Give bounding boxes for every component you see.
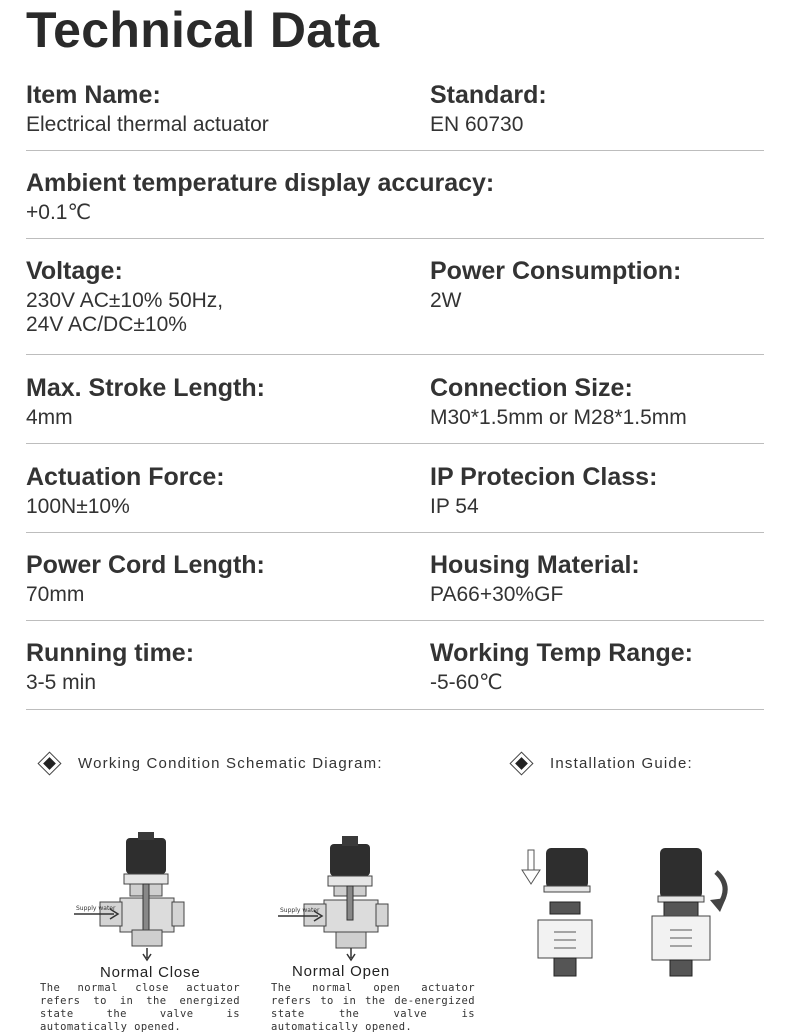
spec-row-item-name (26, 80, 764, 151)
spec-label: Connection Size: (430, 374, 633, 402)
spec-housing-material (430, 550, 640, 607)
spec-value: PA66+30%GF (430, 583, 564, 606)
spec-standard (430, 80, 547, 137)
spec-row-running (26, 638, 764, 710)
spec-value: IP 54 (430, 495, 479, 518)
supply-water-label: Supply water (76, 905, 116, 912)
normal-close-diagram (70, 830, 200, 965)
spec-value: EN 60730 (430, 113, 524, 136)
spec-label: Voltage: (26, 257, 123, 285)
spec-label: Ambient temperature display accuracy: (26, 169, 495, 197)
normal-close-description: The normal close actuator refers to in the energized state the valve is automatically opened. (40, 982, 240, 1033)
spec-label: Item Name: (26, 81, 161, 109)
installation-section-title: Installation Guide: (550, 754, 693, 772)
spec-label: Working Temp Range: (430, 639, 693, 667)
spec-label: Max. Stroke Length: (26, 374, 265, 402)
spec-label: Housing Material: (430, 551, 640, 579)
spec-actuation-force (26, 462, 225, 519)
spec-voltage (26, 256, 223, 337)
spec-value: +0.1℃ (26, 201, 92, 224)
spec-value: Electrical thermal actuator (26, 113, 269, 136)
spec-value: 230V AC±10% 50Hz, 24V AC/DC±10% (26, 289, 224, 336)
spec-value: 4mm (26, 406, 73, 429)
normal-open-diagram (272, 830, 402, 965)
spec-value: 100N±10% (26, 495, 130, 518)
spec-value: 2W (430, 289, 462, 312)
spec-label: IP Protecion Class: (430, 463, 658, 491)
spec-max-stroke-length (26, 373, 265, 430)
spec-row-voltage (26, 256, 764, 355)
normal-close-title: Normal Close (100, 964, 201, 981)
schematic-section-title: Working Condition Schematic Diagram: (78, 754, 383, 772)
spec-ip-protection-class (430, 462, 657, 519)
spec-power-consumption (430, 256, 681, 313)
page-title: Technical Data (26, 2, 380, 58)
spec-label: Running time: (26, 639, 195, 667)
spec-value: M30*1.5mm or M28*1.5mm (430, 406, 687, 429)
normal-open-description: The normal open actuator refers to in the de-energized state the valve is automatically opened. (271, 982, 475, 1033)
spec-value: -5-60℃ (430, 671, 503, 694)
spec-working-temp-range (430, 638, 693, 695)
spec-item-name (26, 80, 269, 137)
normal-open-title: Normal Open (292, 963, 391, 980)
spec-ambient-temperature-accuracy (26, 168, 494, 225)
spec-label: Standard: (430, 81, 547, 109)
spec-label: Actuation Force: (26, 463, 225, 491)
spec-value: 3-5 min (26, 671, 97, 694)
installation-step-2-diagram (640, 842, 740, 982)
spec-row-force (26, 462, 764, 533)
spec-label: Power Consumption: (430, 257, 682, 285)
installation-section-header (510, 748, 693, 778)
diamond-bullet-icon (38, 752, 60, 774)
rotate-arrow-icon (710, 872, 726, 912)
spec-label: Power Cord Length: (26, 551, 265, 579)
spec-row-cord (26, 550, 764, 621)
spec-connection-size (430, 373, 687, 430)
installation-step-1-diagram (516, 842, 616, 982)
spec-running-time (26, 638, 194, 695)
spec-row-stroke (26, 373, 764, 444)
spec-row-ambient-temp (26, 168, 764, 239)
diamond-bullet-icon (510, 752, 532, 774)
spec-value: 70mm (26, 583, 85, 606)
down-arrow-icon (522, 850, 540, 884)
supply-water-label: Supply water (280, 907, 320, 914)
schematic-section-header (38, 748, 383, 778)
spec-power-cord-length (26, 550, 265, 607)
